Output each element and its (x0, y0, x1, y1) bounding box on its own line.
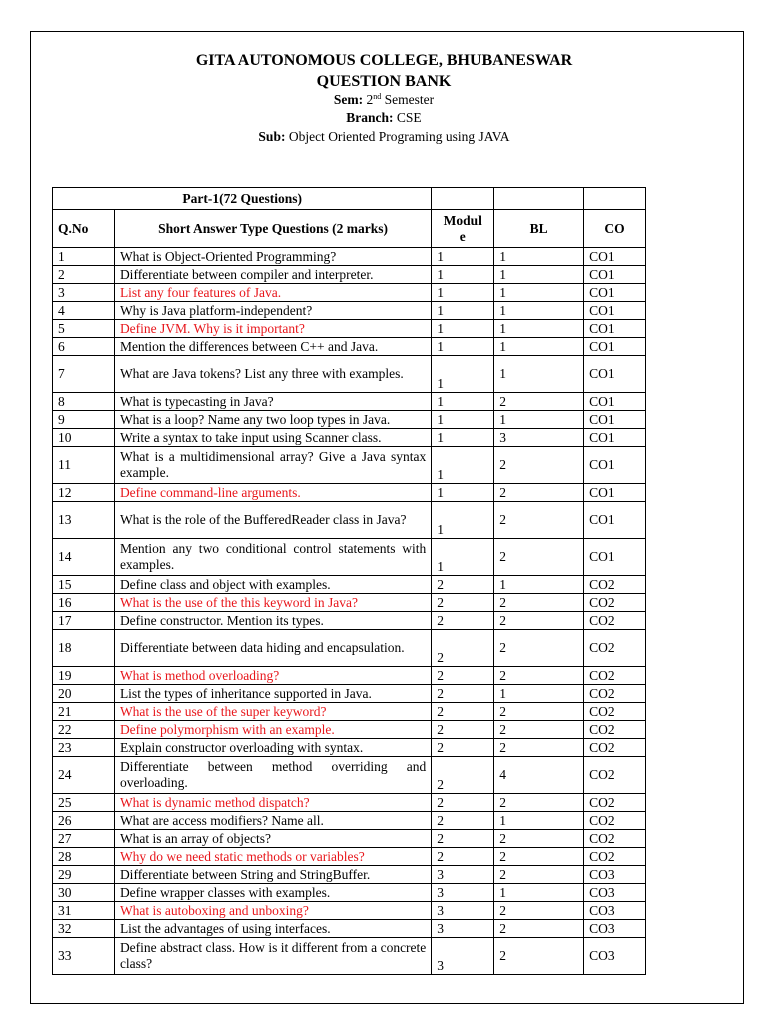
bloom-level-value: 2 (494, 920, 584, 938)
module-value: 2 (432, 630, 494, 667)
question-text: Define constructor. Mention its types. (114, 612, 431, 630)
table-row (53, 320, 646, 338)
branch-value: CSE (396, 110, 422, 125)
module-value: 2 (432, 739, 494, 757)
question-number: 14 (53, 539, 115, 576)
table-row (53, 594, 646, 612)
bloom-level-value: 4 (494, 757, 584, 794)
question-number: 31 (53, 902, 115, 920)
module-value: 3 (432, 902, 494, 920)
table-row (53, 830, 646, 848)
table-row (53, 411, 646, 429)
table-row (53, 429, 646, 447)
table-row (53, 938, 646, 975)
module-value: 2 (432, 594, 494, 612)
table-row (53, 685, 646, 703)
question-text: What is the use of the this keyword in Java? (114, 594, 431, 612)
course-outcome-value: CO1 (584, 338, 646, 356)
table-row (53, 703, 646, 721)
question-number: 20 (53, 685, 115, 703)
course-outcome-value: CO2 (584, 848, 646, 866)
table-row (53, 902, 646, 920)
document-title: QUESTION BANK (316, 73, 452, 90)
bloom-level-value: 3 (494, 429, 584, 447)
course-outcome-value: CO2 (584, 612, 646, 630)
question-number: 26 (53, 812, 115, 830)
course-outcome-value: CO1 (584, 539, 646, 576)
part-empty-cell (432, 188, 494, 210)
question-number: 17 (53, 612, 115, 630)
question-text: List the advantages of using interfaces. (114, 920, 431, 938)
course-outcome-value: CO2 (584, 830, 646, 848)
table-row (53, 884, 646, 902)
question-text: List any four features of Java. (114, 284, 431, 302)
table-row (53, 338, 646, 356)
question-number: 22 (53, 721, 115, 739)
question-text: Define class and object with examples. (114, 576, 431, 594)
col-header-co: CO (584, 210, 646, 248)
bloom-level-value: 2 (494, 794, 584, 812)
table-row (53, 667, 646, 685)
question-text: Differentiate between method overriding and overloading. (114, 757, 431, 794)
bloom-level-value: 1 (494, 576, 584, 594)
question-text: What are Java tokens? List any three with examples. (114, 356, 431, 393)
bloom-level-value: 2 (494, 612, 584, 630)
question-number: 7 (53, 356, 115, 393)
course-outcome-value: CO2 (584, 667, 646, 685)
question-text: Differentiate between data hiding and encapsulation. (114, 630, 431, 667)
question-text: What is dynamic method dispatch? (114, 794, 431, 812)
question-text: What is Object-Oriented Programming? (114, 248, 431, 266)
table-row (53, 447, 646, 484)
bloom-level-value: 2 (494, 594, 584, 612)
question-text: Write a syntax to take input using Scanner class. (114, 429, 431, 447)
question-text: What is a loop? Name any two loop types in Java. (114, 411, 431, 429)
course-outcome-value: CO1 (584, 484, 646, 502)
question-number: 19 (53, 667, 115, 685)
question-text: Differentiate between String and StringBuffer. (114, 866, 431, 884)
bloom-level-value: 1 (494, 266, 584, 284)
course-outcome-value: CO1 (584, 393, 646, 411)
bloom-level-value: 1 (494, 320, 584, 338)
question-number: 6 (53, 338, 115, 356)
question-number: 28 (53, 848, 115, 866)
question-text: Mention any two conditional control statements with examples. (114, 539, 431, 576)
college-name: GITA AUTONOMOUS COLLEGE, BHUBANESWAR (195, 52, 573, 69)
bloom-level-value: 2 (494, 703, 584, 721)
bloom-level-value: 2 (494, 539, 584, 576)
question-text: Define wrapper classes with examples. (114, 884, 431, 902)
bloom-level-value: 2 (494, 502, 584, 539)
course-outcome-value: CO2 (584, 794, 646, 812)
module-value: 2 (432, 794, 494, 812)
col-header-module (432, 210, 494, 248)
bloom-level-value: 2 (494, 866, 584, 884)
question-number: 3 (53, 284, 115, 302)
question-number: 24 (53, 757, 115, 794)
module-value: 1 (432, 302, 494, 320)
table-row (53, 920, 646, 938)
course-outcome-value: CO1 (584, 429, 646, 447)
course-outcome-value: CO2 (584, 685, 646, 703)
question-number: 21 (53, 703, 115, 721)
question-number: 8 (53, 393, 115, 411)
bloom-level-value: 2 (494, 447, 584, 484)
question-text: What are access modifiers? Name all. (114, 812, 431, 830)
course-outcome-value: CO2 (584, 703, 646, 721)
course-outcome-value: CO2 (584, 812, 646, 830)
module-value: 2 (432, 576, 494, 594)
bloom-level-value: 1 (494, 884, 584, 902)
table-row (53, 302, 646, 320)
col-header-question: Short Answer Type Questions (2 marks) (114, 210, 431, 248)
course-outcome-value: CO1 (584, 266, 646, 284)
question-number: 33 (53, 938, 115, 975)
bloom-level-value: 1 (494, 356, 584, 393)
course-outcome-value: CO2 (584, 630, 646, 667)
question-text: Define JVM. Why is it important? (114, 320, 431, 338)
col-header-module-a: Modul (443, 212, 482, 228)
table-row (53, 539, 646, 576)
question-text: Define command-line arguments. (114, 484, 431, 502)
semester-line (0, 92, 768, 108)
table-row (53, 248, 646, 266)
question-text: Why is Java platform-independent? (114, 302, 431, 320)
module-value: 1 (432, 484, 494, 502)
course-outcome-value: CO1 (584, 320, 646, 338)
course-outcome-value: CO3 (584, 902, 646, 920)
question-text: Differentiate between compiler and interpreter. (114, 266, 431, 284)
question-number: 27 (53, 830, 115, 848)
course-outcome-value: CO3 (584, 920, 646, 938)
module-value: 1 (432, 539, 494, 576)
question-text: What is method overloading? (114, 667, 431, 685)
question-number: 32 (53, 920, 115, 938)
module-value: 2 (432, 703, 494, 721)
course-outcome-value: CO2 (584, 721, 646, 739)
course-outcome-value: CO1 (584, 502, 646, 539)
question-text: What is an array of objects? (114, 830, 431, 848)
course-outcome-value: CO1 (584, 411, 646, 429)
module-value: 3 (432, 884, 494, 902)
col-header-module-b: e (459, 228, 466, 244)
module-value: 2 (432, 830, 494, 848)
question-table (52, 187, 646, 975)
col-header-qno: Q.No (53, 210, 115, 248)
course-outcome-value: CO3 (584, 884, 646, 902)
module-value: 2 (432, 812, 494, 830)
module-value: 3 (432, 866, 494, 884)
question-number: 18 (53, 630, 115, 667)
table-row (53, 866, 646, 884)
module-value: 1 (432, 411, 494, 429)
bloom-level-value: 2 (494, 938, 584, 975)
table-row (53, 848, 646, 866)
part-title: Part-1(72 Questions) (53, 188, 432, 210)
semester-label: Sem: (333, 92, 364, 107)
course-outcome-value: CO2 (584, 576, 646, 594)
course-outcome-value: CO2 (584, 757, 646, 794)
module-value: 1 (432, 338, 494, 356)
module-value: 1 (432, 248, 494, 266)
module-value: 1 (432, 356, 494, 393)
semester-word: Semester (384, 92, 435, 107)
bloom-level-value: 1 (494, 812, 584, 830)
module-value: 2 (432, 757, 494, 794)
table-row (53, 484, 646, 502)
branch-line (0, 110, 768, 126)
bloom-level-value: 1 (494, 248, 584, 266)
module-value: 2 (432, 667, 494, 685)
question-number: 10 (53, 429, 115, 447)
table-row (53, 284, 646, 302)
question-number: 2 (53, 266, 115, 284)
question-number: 16 (53, 594, 115, 612)
question-text: List the types of inheritance supported in Java. (114, 685, 431, 703)
course-outcome-value: CO1 (584, 284, 646, 302)
module-value: 1 (432, 284, 494, 302)
course-outcome-value: CO2 (584, 594, 646, 612)
question-number: 11 (53, 447, 115, 484)
bloom-level-value: 2 (494, 484, 584, 502)
module-value: 1 (432, 266, 494, 284)
bloom-level-value: 2 (494, 848, 584, 866)
module-value: 3 (432, 938, 494, 975)
table-row (53, 266, 646, 284)
module-value: 1 (432, 429, 494, 447)
question-text: What is the use of the super keyword? (114, 703, 431, 721)
bloom-level-value: 1 (494, 338, 584, 356)
course-outcome-value: CO1 (584, 302, 646, 320)
branch-label: Branch: (346, 110, 394, 125)
bloom-level-value: 2 (494, 721, 584, 739)
question-number: 23 (53, 739, 115, 757)
bloom-level-value: 1 (494, 284, 584, 302)
module-value: 2 (432, 685, 494, 703)
question-text: What is a multidimensional array? Give a Java syntax example. (114, 447, 431, 484)
course-outcome-value: CO1 (584, 356, 646, 393)
question-number: 30 (53, 884, 115, 902)
question-text: Why do we need static methods or variables? (114, 848, 431, 866)
module-value: 1 (432, 320, 494, 338)
bloom-level-value: 2 (494, 830, 584, 848)
question-number: 13 (53, 502, 115, 539)
question-number: 25 (53, 794, 115, 812)
bloom-level-value: 2 (494, 630, 584, 667)
part-empty-cell (584, 188, 646, 210)
question-text: What is the role of the BufferedReader class in Java? (114, 502, 431, 539)
table-row (53, 794, 646, 812)
table-row (53, 393, 646, 411)
table-row (53, 757, 646, 794)
subject-line (0, 129, 768, 145)
table-row (53, 576, 646, 594)
question-number: 5 (53, 320, 115, 338)
subject-value: Object Oriented Programing using JAVA (288, 129, 510, 144)
table-row (53, 612, 646, 630)
module-value: 1 (432, 393, 494, 411)
table-row (53, 739, 646, 757)
question-number: 9 (53, 411, 115, 429)
part-header-row (53, 188, 646, 210)
question-text: Mention the differences between C++ and Java. (114, 338, 431, 356)
bloom-level-value: 1 (494, 411, 584, 429)
question-text: Define polymorphism with an example. (114, 721, 431, 739)
part-empty-cell (494, 188, 584, 210)
bloom-level-value: 1 (494, 685, 584, 703)
question-text: Define abstract class. How is it different from a concrete class? (114, 938, 431, 975)
module-value: 2 (432, 612, 494, 630)
course-outcome-value: CO3 (584, 866, 646, 884)
module-value: 2 (432, 848, 494, 866)
module-value: 3 (432, 920, 494, 938)
question-number: 12 (53, 484, 115, 502)
semester-number: 2 (366, 92, 374, 107)
module-value: 2 (432, 721, 494, 739)
bloom-level-value: 2 (494, 667, 584, 685)
bloom-level-value: 2 (494, 739, 584, 757)
col-header-bl: BL (494, 210, 584, 248)
semester-suffix: nd (373, 92, 382, 101)
question-number: 15 (53, 576, 115, 594)
question-text: What is autoboxing and unboxing? (114, 902, 431, 920)
table-row (53, 502, 646, 539)
course-outcome-value: CO1 (584, 248, 646, 266)
course-outcome-value: CO1 (584, 447, 646, 484)
column-header-row (53, 210, 646, 248)
table-row (53, 721, 646, 739)
course-outcome-value: CO2 (584, 739, 646, 757)
bloom-level-value: 2 (494, 902, 584, 920)
question-number: 1 (53, 248, 115, 266)
module-value: 1 (432, 447, 494, 484)
table-row (53, 630, 646, 667)
question-text: What is typecasting in Java? (114, 393, 431, 411)
subject-label: Sub: (258, 129, 286, 144)
question-text: Explain constructor overloading with syntax. (114, 739, 431, 757)
table-row (53, 812, 646, 830)
table-row (53, 356, 646, 393)
bloom-level-value: 2 (494, 393, 584, 411)
bloom-level-value: 1 (494, 302, 584, 320)
question-number: 29 (53, 866, 115, 884)
course-outcome-value: CO3 (584, 938, 646, 975)
module-value: 1 (432, 502, 494, 539)
question-number: 4 (53, 302, 115, 320)
